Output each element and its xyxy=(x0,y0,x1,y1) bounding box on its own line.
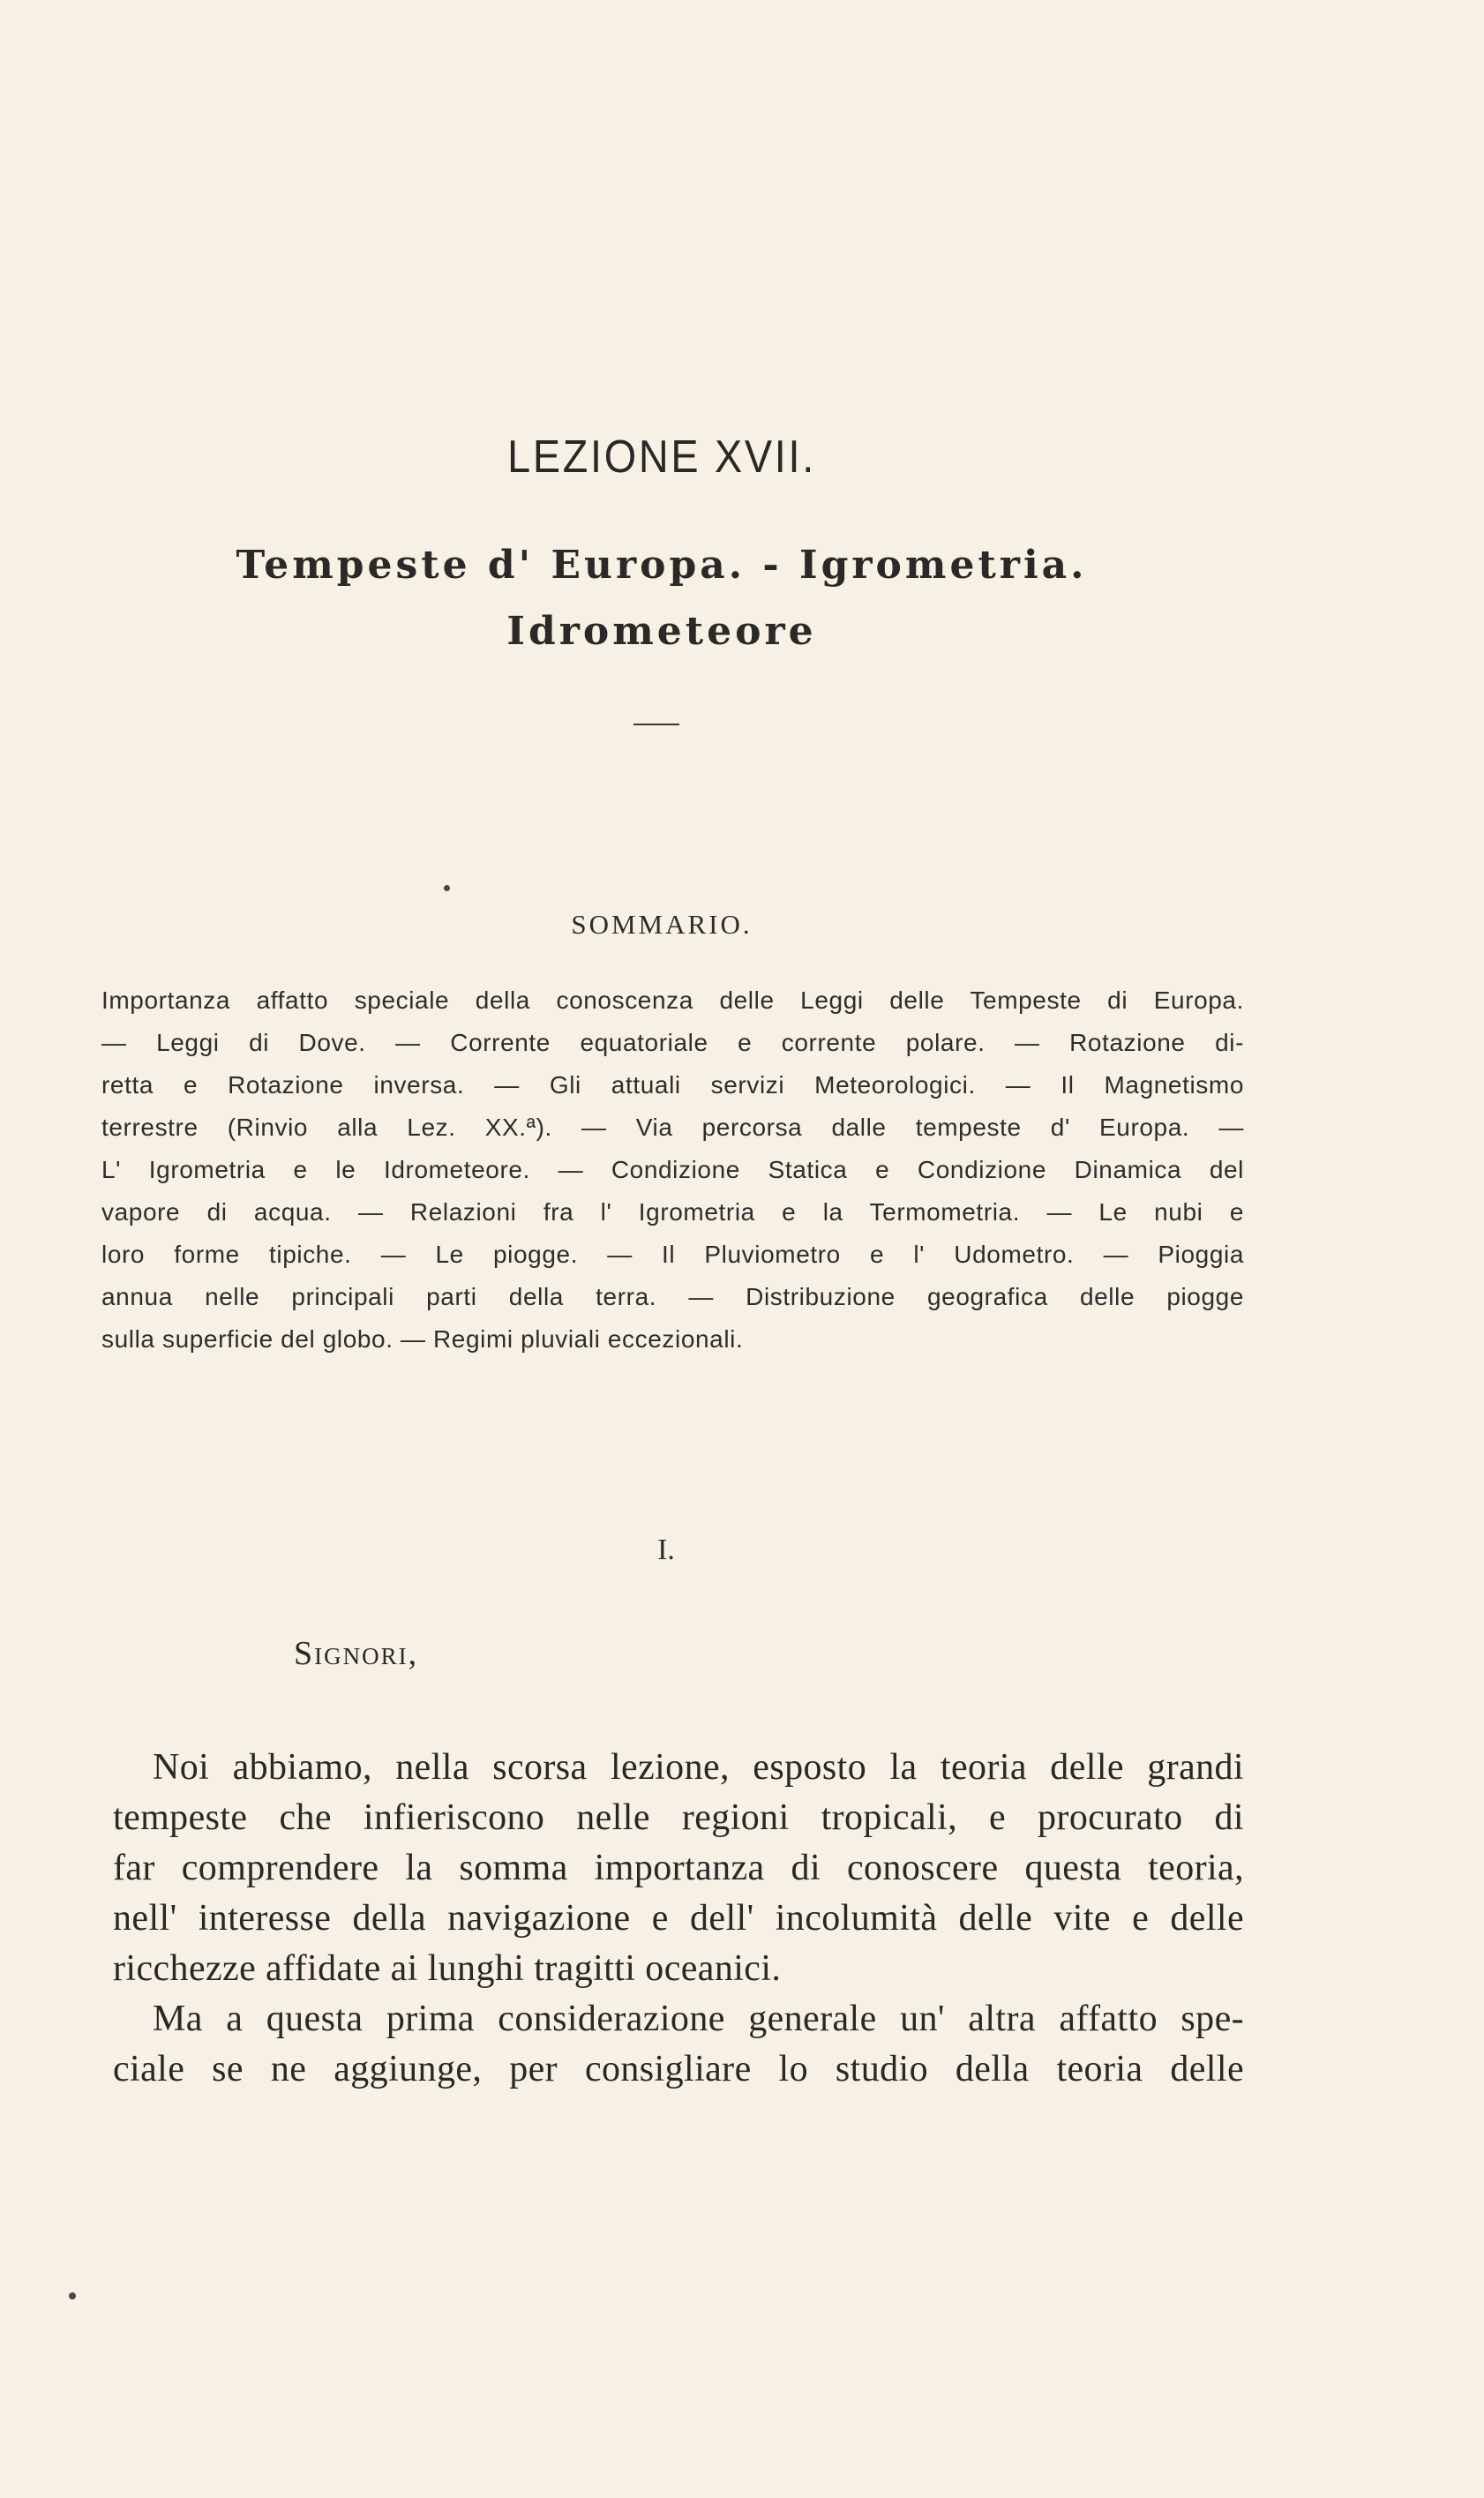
body-line: ricchezze affidate ai lunghi tragitti oceanici. xyxy=(113,1948,782,1989)
sommario-line: vapore di acqua. — Relazioni fra l' Igrometria e la Termometria. — Le nubi e xyxy=(101,1198,1244,1226)
sommario-line: retta e Rotazione inversa. — Gli attuali servizi Meteorologici. — Il Magnetismo xyxy=(101,1071,1244,1099)
sommario-line: loro forme tipiche. — Le piogge. — Il Pluviometro e l' Udometro. — Pioggia xyxy=(101,1241,1244,1268)
subtitle-line-1: Tempeste d' Europa. - Igrometria. xyxy=(236,543,1088,588)
lesson-title: LEZIONE XVII. xyxy=(507,431,816,483)
sommario-line: annua nelle principali parti della terra. — Distribuzione geografica delle piogge xyxy=(101,1283,1244,1310)
body-line: Ma a questa prima considerazione generale un' altra affatto spe- xyxy=(153,1999,1244,2039)
body-line: tempeste che infieriscono nelle regioni tropicali, e procurato di xyxy=(113,1797,1244,1838)
body-line: nell' interesse della navigazione e dell' incolumità delle vite e delle xyxy=(113,1898,1244,1939)
body-line: ciale se ne aggiunge, per consigliare lo studio della teoria delle xyxy=(113,2049,1244,2089)
sommario-line: terrestre (Rinvio alla Lez. XX.ª). — Via percorsa dalle tempeste d' Europa. — xyxy=(101,1114,1244,1141)
title-divider xyxy=(633,724,679,725)
section-number: I. xyxy=(657,1534,675,1566)
body-text xyxy=(113,1743,1244,2095)
sommario-line: L' Igrometria e le Idrometeore. — Condizione Statica e Condizione Dinamica del xyxy=(101,1156,1244,1183)
sommario-line: sulla superficie del globo. — Regimi pluviali eccezionali. xyxy=(101,1325,744,1353)
subtitle-line-2: Idrometeore xyxy=(506,609,817,654)
ink-speck xyxy=(69,2292,76,2299)
body-line: Noi abbiamo, nella scorsa lezione, esposto la teoria delle grandi xyxy=(153,1747,1244,1788)
sommario-heading: SOMMARIO. xyxy=(571,909,753,940)
ink-speck xyxy=(444,885,450,891)
salutation: Signori, xyxy=(294,1635,419,1672)
sommario-text xyxy=(101,979,1244,1361)
body-line: far comprendere la somma importanza di conoscere questa teoria, xyxy=(113,1848,1244,1888)
sommario-line: Importanza affatto speciale della conoscenza delle Leggi delle Tempeste di Europa. xyxy=(101,986,1244,1014)
sommario-line: — Leggi di Dove. — Corrente equatoriale e corrente polare. — Rotazione di- xyxy=(101,1029,1244,1056)
